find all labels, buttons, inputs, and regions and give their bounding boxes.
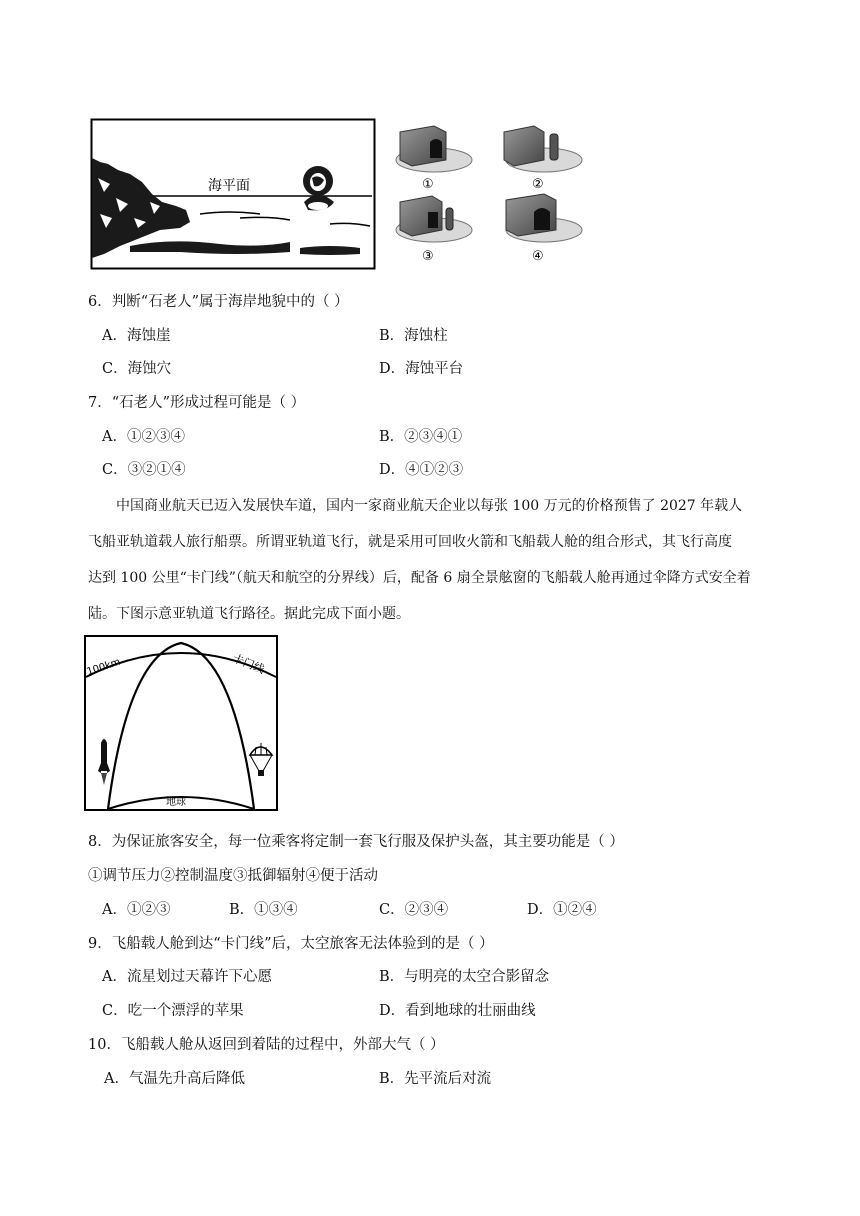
q7-option-d[interactable]: D．④①②③: [379, 462, 464, 478]
stage-label-1: ①: [422, 177, 434, 192]
stage-2-block: [504, 126, 582, 172]
q7-stem: 7．“石老人”形成过程可能是（ ）: [88, 395, 306, 411]
q8-option-c[interactable]: C．②③④: [379, 902, 449, 918]
figure-stone-old-man: [90, 118, 376, 270]
stage-4-block: [506, 194, 582, 242]
passage: [88, 488, 778, 632]
label-100km: 100km: [85, 656, 122, 678]
label-karman-line: 卡门线: [230, 651, 267, 677]
stage-label-4: ④: [532, 249, 544, 264]
q7-option-a[interactable]: A．①②③④: [102, 429, 185, 445]
formation-stages-graphic: [394, 120, 594, 272]
sea-level-label: 海平面: [208, 178, 250, 194]
q10-option-b[interactable]: B．先平流后对流: [379, 1071, 492, 1087]
q8-stem: 8．为保证旅客安全，每一位乘客将定制一套飞行服及保护头盔，其主要功能是（ ）: [88, 834, 624, 850]
q10-stem: 10．飞船载人舱从返回到着陆的过程中，外部大气（ ）: [88, 1037, 445, 1053]
stage-label-3: ③: [422, 249, 434, 264]
figure-suborbital-path: [84, 635, 278, 811]
q9-stem: 9．飞船载人舱到达“卡门线”后，太空旅客无法体验到的是（ ）: [88, 936, 494, 952]
q9-option-d[interactable]: D．看到地球的壮丽曲线: [379, 1003, 536, 1019]
q6-option-d[interactable]: D．海蚀平台: [379, 361, 464, 377]
stage-1-block: [396, 126, 472, 172]
q9-option-a[interactable]: A．流星划过天幕许下心愿: [102, 969, 272, 985]
suborbital-path-diagram: [84, 635, 278, 811]
q6-option-c[interactable]: C．海蚀穴: [102, 361, 172, 377]
q9-option-c[interactable]: C．吃一个漂浮的苹果: [102, 1003, 244, 1019]
stage-3-block: [396, 196, 472, 242]
q8-option-b[interactable]: B．①③④: [229, 902, 298, 918]
q6-option-b[interactable]: B．海蚀柱: [379, 328, 448, 344]
q7-option-b[interactable]: B．②③④①: [379, 429, 463, 445]
q9-option-b[interactable]: B．与明亮的太空合影留念: [379, 969, 550, 985]
q8-items: ①调节压力②控制温度③抵御辐射④便于活动: [88, 868, 378, 884]
stage-label-2: ②: [532, 177, 544, 192]
q8-option-a[interactable]: A．①②③: [102, 902, 171, 918]
q6-stem: 6．判断“石老人”属于海岸地貌中的（ ）: [88, 294, 349, 310]
passage-line-1: 中国商业航天已迈入发展快车道，国内一家商业航天企业以每张 100 万元的价格预售了 2027 年载人: [116, 498, 743, 514]
formation-stages: [394, 120, 594, 272]
label-earth: 地球: [166, 797, 186, 808]
passage-line-3: 达到 100 公里“卡门线”（航天和航空的分界线）后，配备 6 扇全景舷窗的飞船载人舱再通过伞降方式安全着: [88, 570, 751, 586]
passage-line-2: 飞船亚轨道载人旅行船票。所谓亚轨道飞行，就是采用可回收火箭和飞船载人舱的组合形式，其飞行高度: [88, 534, 732, 550]
q7-option-c[interactable]: C．③②①④: [102, 462, 186, 478]
q6-option-a[interactable]: A．海蚀崖: [102, 328, 171, 344]
stone-old-man-photo: [90, 118, 376, 270]
q8-option-d[interactable]: D．①②④: [527, 902, 597, 918]
passage-line-4: 陆。下图示意亚轨道飞行路径。据此完成下面小题。: [88, 606, 410, 622]
q10-option-a[interactable]: A．气温先升高后降低: [104, 1071, 245, 1087]
